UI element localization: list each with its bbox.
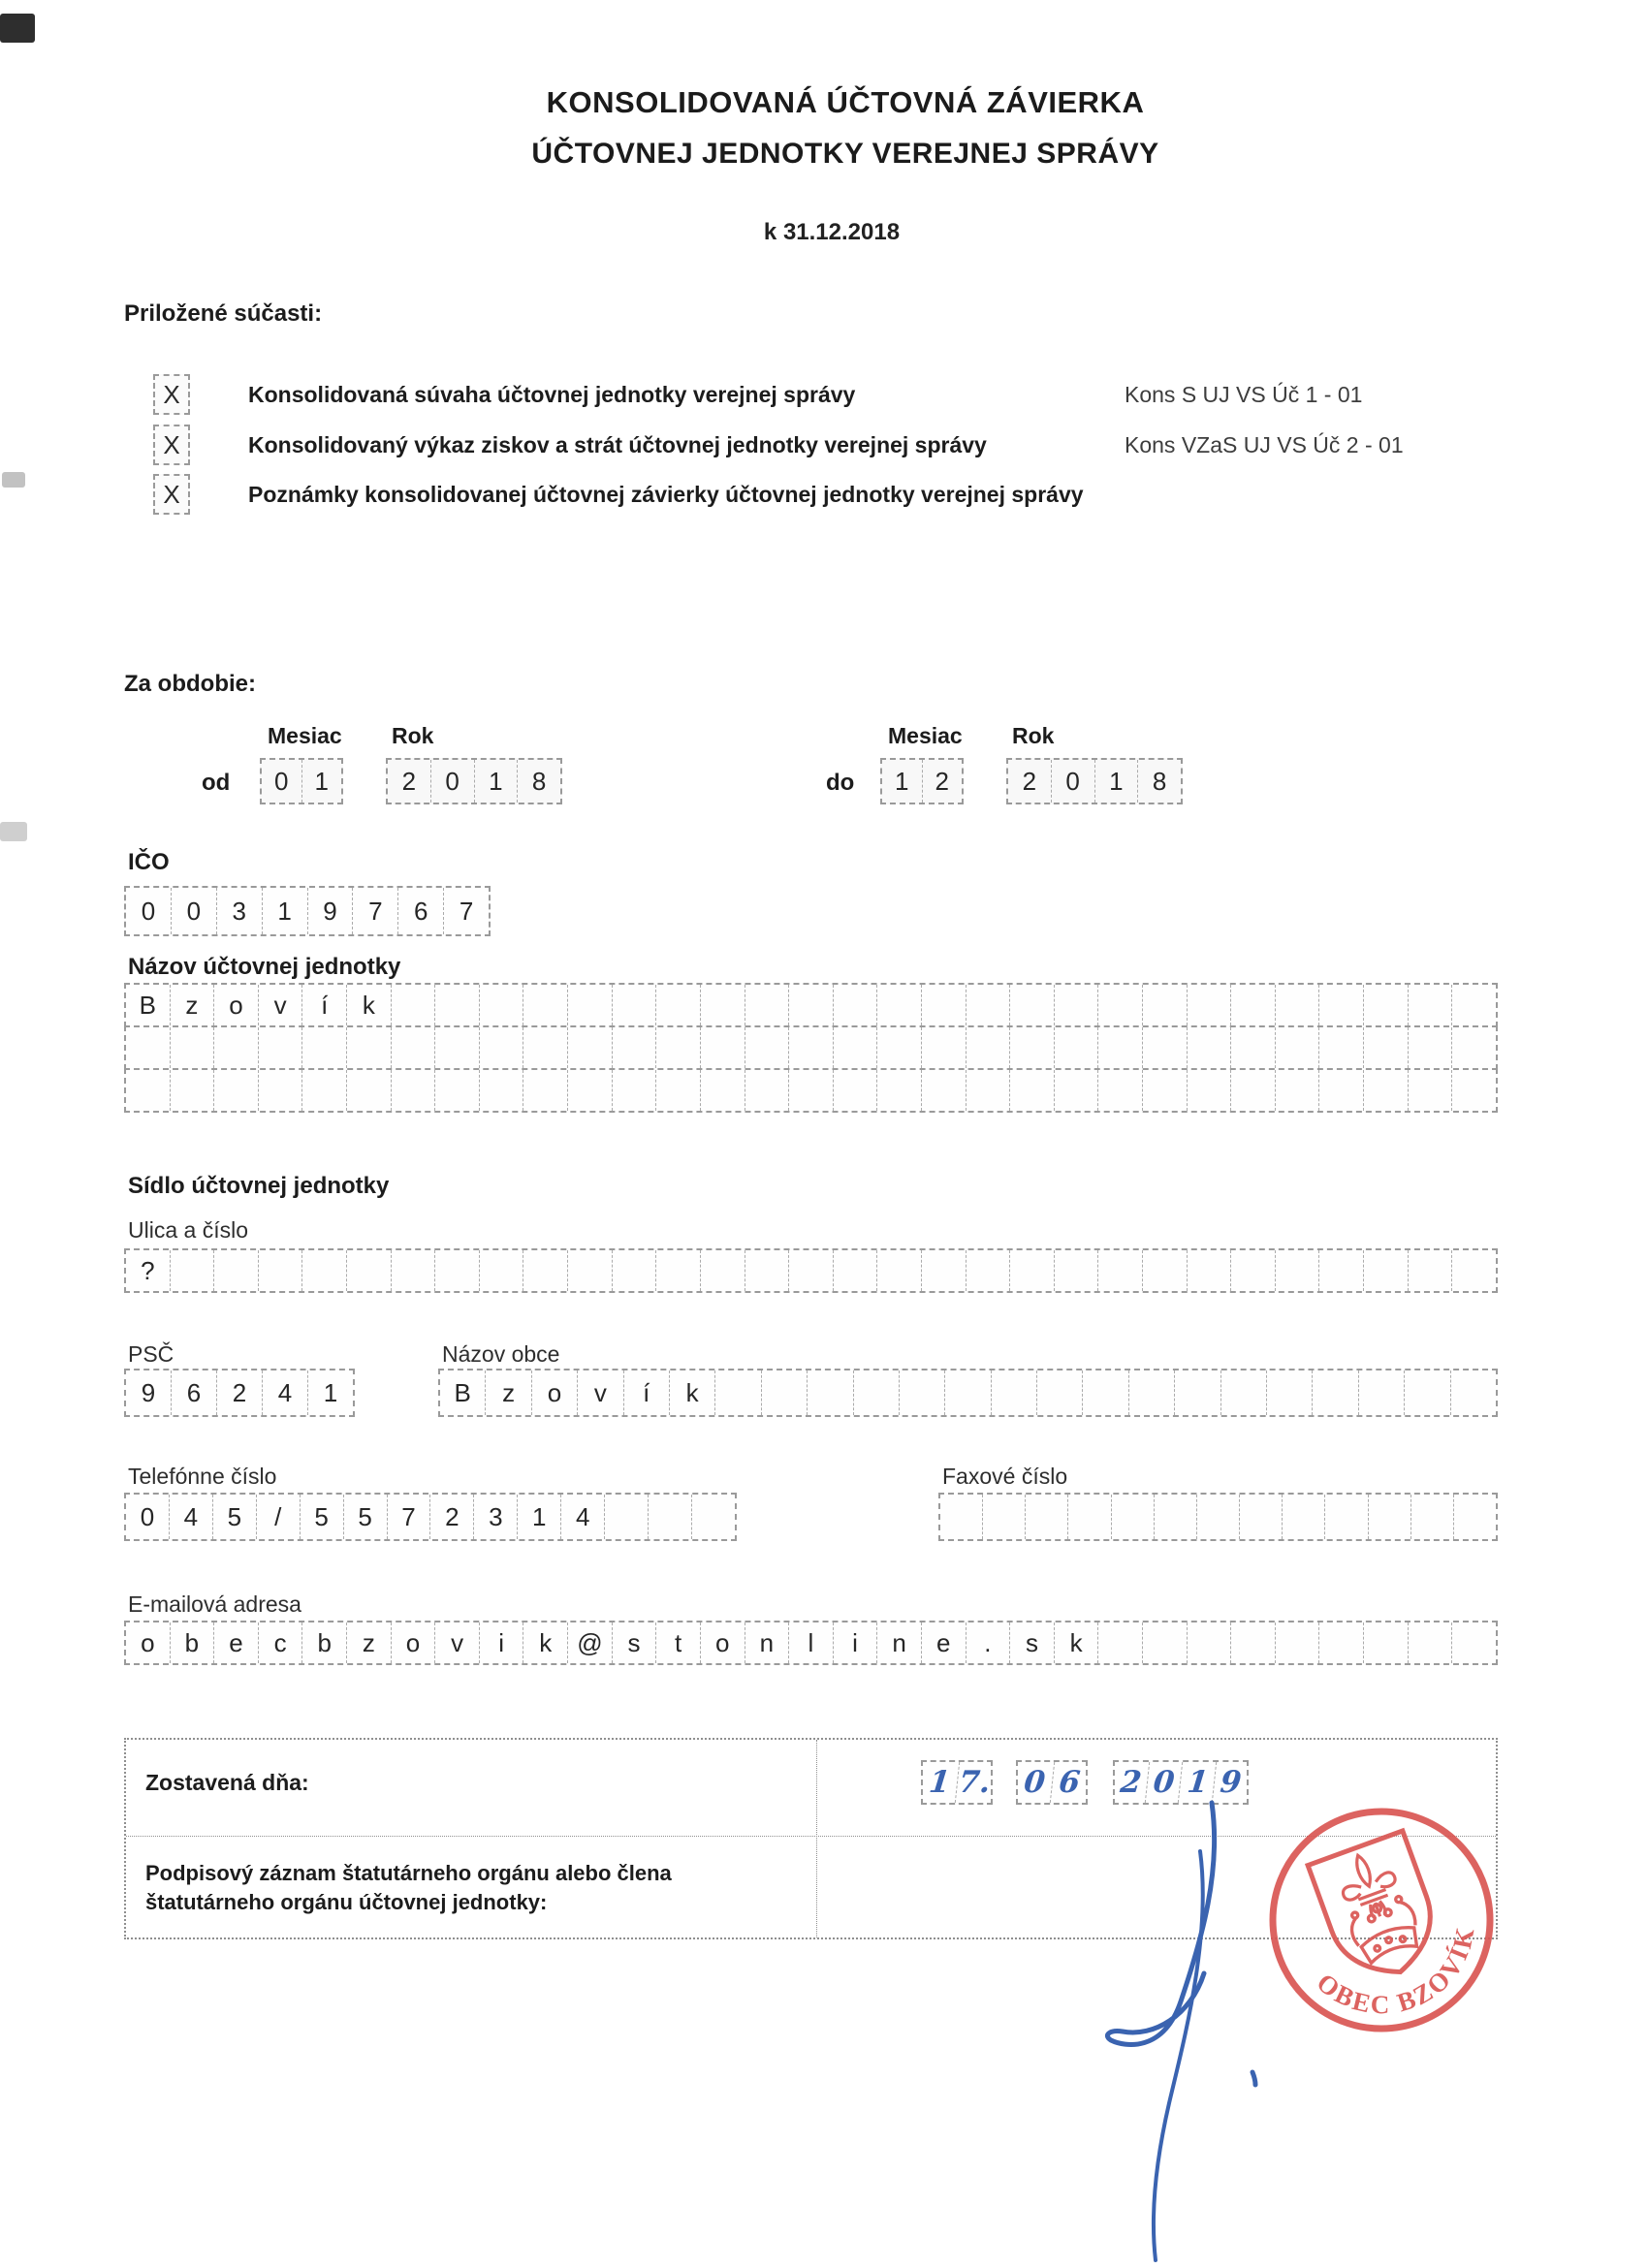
grid-cell [1276,1622,1320,1663]
period-heading: Za obdobie: [124,671,256,697]
grid-cell [171,1027,215,1068]
grid-cell [1231,1250,1276,1291]
grid-cell [1452,1250,1496,1291]
grid-cell: v [259,985,303,1025]
grid-cell [656,1027,701,1068]
grid-cell [1452,985,1496,1025]
grid-cell [1197,1495,1240,1539]
grid-cell: í [624,1370,670,1415]
grid-cell [1313,1370,1358,1415]
grid-cell [656,985,701,1025]
phone-grid [124,1493,737,1541]
grid-cell: k [670,1370,715,1415]
grid-cell: z [171,985,215,1025]
grid-cell [1055,985,1099,1025]
grid-cell [435,1250,480,1291]
ico-label: IČO [128,849,170,875]
grid-cell: 1 [921,1762,960,1803]
grid-cell: 9 [1218,1765,1244,1800]
grid-cell: n [877,1622,922,1663]
grid-cell [834,1070,878,1111]
grid-cell: l [789,1622,834,1663]
grid-cell [171,1250,215,1291]
town-label: Názov obce [442,1341,560,1367]
grid-cell [1452,1070,1496,1111]
grid-cell: k [523,1622,568,1663]
grid-cell [1364,985,1409,1025]
grid-cell [1452,1622,1496,1663]
grid-cell: 3 [474,1495,518,1539]
grid-cell [877,1027,922,1068]
grid-cell [1325,1495,1368,1539]
grid-cell: i [480,1622,524,1663]
grid-cell: 1 [1095,760,1139,803]
month-label-from: Mesiac [268,723,342,748]
grid-cell [259,1027,303,1068]
grid-cell [1188,985,1232,1025]
grid-cell [1098,985,1143,1025]
grid-cell [523,985,568,1025]
grid-cell: / [257,1495,301,1539]
grid-cell: 5 [344,1495,388,1539]
grid-cell: 1 [518,1495,561,1539]
grid-cell: s [1010,1622,1055,1663]
grid-cell [1276,985,1320,1025]
grid-cell [967,1027,1011,1068]
grid-cell [1155,1495,1197,1539]
scan-artifact [0,14,35,43]
grid-cell: 6 [398,888,444,934]
grid-cell [1409,1027,1453,1068]
street-label: Ulica a číslo [128,1217,248,1243]
grid-cell [877,1250,922,1291]
grid-cell [1129,1370,1175,1415]
fax-label: Faxové číslo [942,1464,1068,1489]
grid-cell: B [126,985,171,1025]
grid-cell: z [347,1622,392,1663]
grid-cell [523,1250,568,1291]
fax-grid [938,1493,1498,1541]
grid-cell [1112,1495,1155,1539]
grid-cell [1276,1070,1320,1111]
email-grid [124,1621,1498,1665]
grid-cell: 0 [431,760,475,803]
grid-cell: ? [126,1250,171,1291]
grid-cell [259,1070,303,1111]
grid-cell [983,1495,1026,1539]
grid-cell [922,1070,967,1111]
grid-cell [701,1027,745,1068]
grid-cell: k [347,985,392,1025]
grid-cell: 0 [126,888,172,934]
grid-cell: 8 [531,766,547,796]
grid-cell [854,1370,900,1415]
grid-cell [214,1250,259,1291]
grid-cell [1231,1027,1276,1068]
grid-cell [480,1027,524,1068]
grid-cell [523,1070,568,1111]
grid-cell [1231,985,1276,1025]
grid-cell [877,1070,922,1111]
grid-cell [1037,1370,1083,1415]
grid-cell [656,1250,701,1291]
grid-cell [392,1250,436,1291]
to-month-grid [880,758,964,804]
grid-cell: 6 [172,1370,217,1415]
ico-grid [124,886,491,936]
attachment-row [153,474,1084,515]
grid-cell: 1 [475,760,519,803]
grid-cell: c [259,1622,303,1663]
grid-cell [1010,1070,1055,1111]
grid-cell [1319,985,1364,1025]
grid-cell [347,1027,392,1068]
grid-cell: @ [568,1622,613,1663]
grid-cell [568,1027,613,1068]
grid-cell: o [532,1370,578,1415]
grid-cell [1098,1027,1143,1068]
grid-cell: s [613,1622,657,1663]
grid-cell [1143,1070,1188,1111]
grid-cell [1231,1070,1276,1111]
scan-artifact [0,822,27,841]
grid-cell: 2 [430,1495,474,1539]
year-label-to: Rok [1012,723,1055,748]
attachment-label: Konsolidovaná súvaha účtovnej jednotky verejnej správy [248,381,856,407]
grid-cell [1175,1370,1220,1415]
grid-cell [392,1070,436,1111]
grid-cell [922,1027,967,1068]
grid-cell [1240,1495,1283,1539]
grid-cell [922,985,967,1025]
grid-cell: 4 [263,1370,308,1415]
grid-cell [762,1370,808,1415]
grid-cell: b [171,1622,215,1663]
grid-cell: 4 [561,1495,605,1539]
grid-cell: 7 [353,888,398,934]
grid-cell [1454,1495,1496,1539]
as-of-date: k 31.12.2018 [763,219,901,245]
grid-cell [171,1070,215,1111]
grid-cell: 0 [262,760,302,803]
grid-cell [1364,1622,1409,1663]
attachment-label: Poznámky konsolidovanej účtovnej závierky účtovnej jednotky verejnej správy [248,481,1084,507]
grid-cell: B [440,1370,486,1415]
grid-cell [613,1070,657,1111]
date-day-grid [921,1760,993,1805]
address-heading: Sídlo účtovnej jednotky [128,1173,390,1199]
grid-cell [715,1370,761,1415]
grid-cell [656,1070,701,1111]
grid-cell: o [214,985,259,1025]
grid-cell [900,1370,945,1415]
month-label-to: Mesiac [888,723,963,748]
grid-cell [877,985,922,1025]
grid-cell [1319,1250,1364,1291]
grid-cell [945,1370,991,1415]
grid-cell [692,1495,735,1539]
grid-cell [1188,1250,1232,1291]
grid-cell [967,985,1011,1025]
grid-cell [1364,1250,1409,1291]
grid-cell [1055,1027,1099,1068]
attachment-code: Kons S UJ VS Úč 1 - 01 [1125,382,1363,407]
grid-cell: 0 [172,888,217,934]
grid-cell: 2 [935,766,949,796]
grid-cell: o [701,1622,745,1663]
signature-stroke [1107,1803,1255,2260]
grid-cell: v [578,1370,623,1415]
grid-cell [1221,1370,1267,1415]
grid-cell: 2 [1008,760,1052,803]
grid-cell [392,1027,436,1068]
grid-cell [523,1027,568,1068]
grid-cell [1411,1495,1454,1539]
grid-cell [605,1495,649,1539]
grid-cell [1409,1622,1453,1663]
scan-artifact [2,472,25,488]
grid-cell: 4 [170,1495,213,1539]
grid-cell [1010,985,1055,1025]
grid-cell [1143,985,1188,1025]
grid-cell [789,1027,834,1068]
grid-cell [1319,1622,1364,1663]
grid-cell [302,1070,347,1111]
entity-name-row2 [124,1025,1498,1070]
grid-cell: k [1055,1622,1099,1663]
grid-cell [1319,1070,1364,1111]
grid-cell: 5 [301,1495,344,1539]
grid-cell [1143,1250,1188,1291]
grid-cell: 9 [308,888,354,934]
grid-cell [1364,1070,1409,1111]
grid-cell [1369,1495,1411,1539]
grid-cell: 5 [213,1495,257,1539]
grid-cell [745,1250,790,1291]
attachment-row [153,374,855,415]
grid-cell [1276,1250,1320,1291]
from-year-grid [386,758,562,804]
grid-cell [1098,1622,1143,1663]
grid-cell: 1 [323,1377,338,1407]
grid-cell [1267,1370,1313,1415]
grid-cell [1231,1622,1276,1663]
grid-cell: 9 [126,1370,172,1415]
grid-cell: 8 [1152,766,1167,796]
grid-cell [701,1250,745,1291]
grid-cell [568,1070,613,1111]
grid-cell [1409,1250,1453,1291]
entity-name-row1 [124,983,1498,1027]
grid-cell: 0 [126,1495,170,1539]
grid-cell [1098,1250,1143,1291]
grid-cell: 2 [388,760,431,803]
grid-cell [922,1250,967,1291]
grid-cell [940,1495,983,1539]
table-divider-vertical [816,1740,817,1937]
attachment-code: Kons VZaS UJ VS Úč 2 - 01 [1125,432,1404,457]
grid-cell: o [392,1622,436,1663]
grid-cell [214,1070,259,1111]
grid-cell [967,1250,1011,1291]
grid-cell [1452,1027,1496,1068]
grid-cell: i [834,1622,878,1663]
grid-cell: 7 [388,1495,431,1539]
grid-cell [745,1070,790,1111]
street-grid [124,1248,1498,1293]
email-label: E-mailová adresa [128,1591,301,1617]
grid-cell [701,1070,745,1111]
grid-cell [1143,1027,1188,1068]
town-grid [438,1369,1498,1417]
grid-cell: 0 [1052,760,1095,803]
grid-cell [1083,1370,1128,1415]
grid-cell: 3 [217,888,263,934]
grid-cell [1319,1027,1364,1068]
attachment-row [153,425,987,465]
stamp [1260,1799,1503,2041]
entity-name-row3 [124,1068,1498,1113]
grid-cell: b [302,1622,347,1663]
grid-cell [1010,1027,1055,1068]
grid-cell: e [922,1622,967,1663]
grid-cell [1055,1070,1099,1111]
grid-cell: z [486,1370,531,1415]
grid-cell [834,985,878,1025]
grid-cell: n [745,1622,790,1663]
grid-cell [745,985,790,1025]
grid-cell: v [435,1622,480,1663]
from-label: od [202,770,231,796]
grid-cell [259,1250,303,1291]
grid-cell [649,1495,692,1539]
grid-cell: 2 [217,1370,263,1415]
grid-cell [214,1027,259,1068]
grid-cell: o [126,1622,171,1663]
checkbox-notes: X [153,474,190,515]
grid-cell [1098,1070,1143,1111]
grid-cell [808,1370,853,1415]
grid-cell [126,1070,171,1111]
grid-cell [302,1027,347,1068]
grid-cell [613,1250,657,1291]
form-title-line1: KONSOLIDOVANÁ ÚČTOVNÁ ZÁVIERKA [546,85,1145,119]
crown-icon [1346,1894,1424,1966]
compiled-on-label: Zostavená dňa: [145,1770,309,1795]
year-label-from: Rok [392,723,434,748]
attachment-label: Konsolidovaný výkaz ziskov a strát účtovnej jednotky verejnej správy [248,431,987,457]
grid-cell [480,985,524,1025]
grid-cell [1364,1027,1409,1068]
zip-label: PSČ [128,1341,174,1367]
grid-cell [1451,1370,1496,1415]
grid-cell [1068,1495,1111,1539]
from-month-grid [260,758,343,804]
grid-cell [1409,1070,1453,1111]
stamp-text: OBEC BZOVÍK [1311,1923,1480,2020]
grid-cell [480,1070,524,1111]
grid-cell [1055,1250,1099,1291]
grid-cell [789,985,834,1025]
grid-cell [1405,1370,1450,1415]
grid-cell [1026,1495,1068,1539]
grid-cell [1359,1370,1405,1415]
grid-cell [480,1250,524,1291]
grid-cell [435,1027,480,1068]
grid-cell: 1 [263,888,308,934]
grid-cell [1010,1250,1055,1291]
grid-cell [1188,1070,1232,1111]
grid-cell: 1 [314,766,329,796]
entity-name-label: Názov účtovnej jednotky [128,954,401,980]
grid-cell: t [656,1622,701,1663]
grid-cell: 1 [1179,1762,1217,1803]
grid-cell [1188,1622,1232,1663]
grid-cell: 2 [1113,1762,1151,1803]
grid-cell [435,985,480,1025]
grid-cell [745,1027,790,1068]
signatory-label: Podpisový záznam štatutárneho orgánu alebo člena štatutárneho orgánu účtovnej jednotky: [145,1861,672,1914]
grid-cell [1409,985,1453,1025]
form-title-line2: ÚČTOVNEJ JEDNOTKY VEREJNEJ SPRÁVY [531,138,1159,170]
grid-cell [126,1027,171,1068]
checkbox-profit-loss: X [153,425,190,465]
grid-cell [613,1027,657,1068]
grid-cell [701,985,745,1025]
zip-grid [124,1369,355,1417]
grid-cell [834,1027,878,1068]
phone-label: Telefónne číslo [128,1464,277,1489]
grid-cell [435,1070,480,1111]
grid-cell [568,1250,613,1291]
grid-cell [392,985,436,1025]
grid-cell [347,1070,392,1111]
grid-cell [789,1250,834,1291]
attachments-heading: Priložené súčasti: [124,300,323,327]
grid-cell: 0 [1016,1762,1055,1803]
grid-cell [1283,1495,1325,1539]
grid-cell: í [302,985,347,1025]
grid-cell [789,1070,834,1111]
to-year-grid [1006,758,1183,804]
grid-cell [992,1370,1037,1415]
grid-cell: 7. [956,1765,992,1800]
grid-cell [1143,1622,1188,1663]
grid-cell: 7 [459,896,474,926]
grid-cell: 1 [882,760,923,803]
grid-cell [834,1250,878,1291]
grid-cell: e [214,1622,259,1663]
grid-cell [613,985,657,1025]
grid-cell [1188,1027,1232,1068]
grid-cell: 6 [1057,1765,1082,1800]
grid-cell [967,1070,1011,1111]
to-label: do [826,770,855,796]
grid-cell: 0 [1146,1762,1184,1803]
grid-cell [347,1250,392,1291]
grid-cell: . [967,1622,1011,1663]
grid-cell [1276,1027,1320,1068]
grid-cell [568,985,613,1025]
checkbox-balance-sheet: X [153,374,190,415]
grid-cell [302,1250,347,1291]
